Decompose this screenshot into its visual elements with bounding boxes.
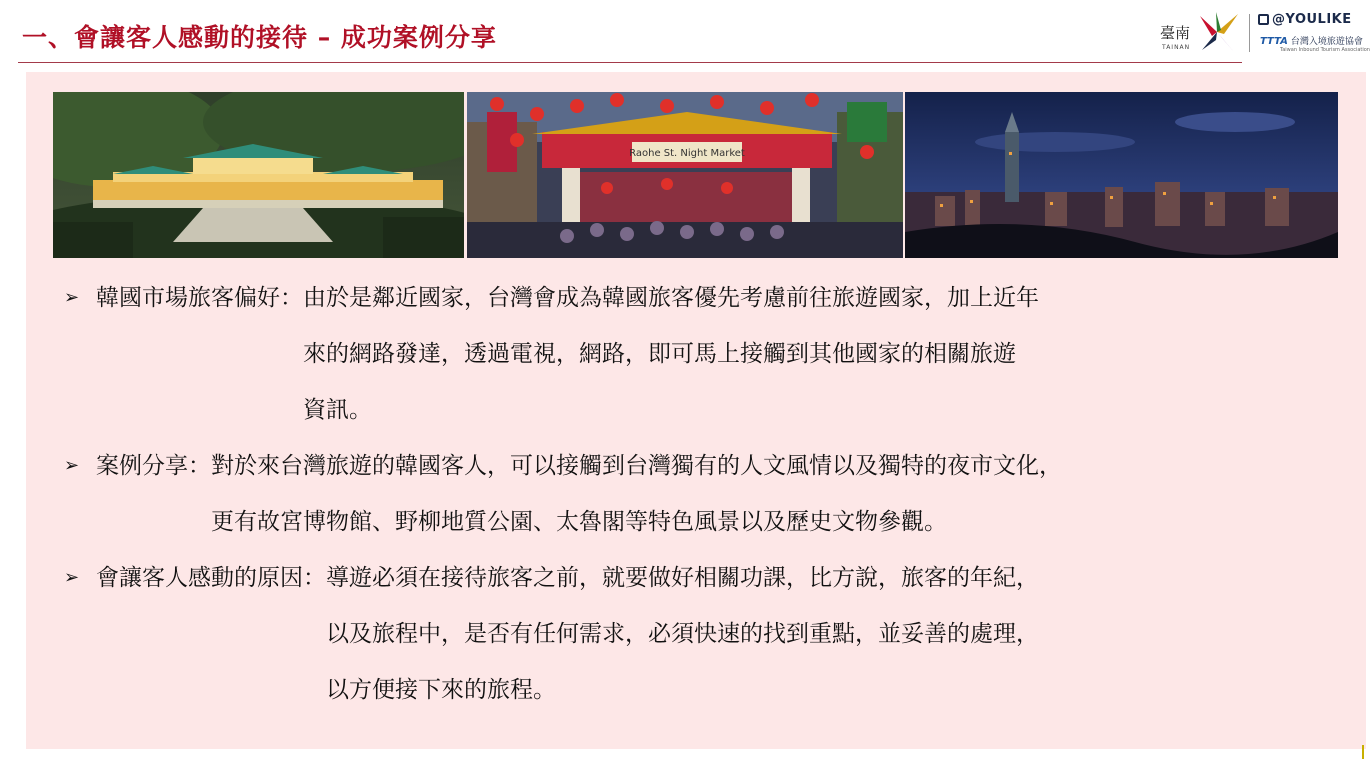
bullet-line: 以及旅程中，是否有任何需求，必須快速的找到重點，並妥善的處理， bbox=[326, 621, 1039, 647]
bullet-reasons bbox=[64, 550, 1344, 718]
ttta-mark bbox=[1260, 34, 1363, 47]
ttta-en-text: Taiwan Inbound Tourism Association bbox=[1280, 47, 1370, 53]
bullet-korea-preference bbox=[64, 270, 1344, 438]
arrow-icon: ➢ bbox=[64, 287, 80, 308]
night-market-sign: Raohe St. Night Market bbox=[629, 148, 745, 159]
tainan-emblem-icon bbox=[1194, 10, 1240, 56]
youlike-logo bbox=[1258, 12, 1352, 27]
logo-divider bbox=[1249, 14, 1250, 52]
bullet-body bbox=[303, 270, 1344, 438]
ttta-cn-text: 台灣入境旅遊協會 bbox=[1290, 37, 1363, 47]
arrow-icon: ➢ bbox=[64, 567, 80, 588]
bullet-label: 案例分享： bbox=[96, 453, 211, 479]
youlike-text: @YOULIKE bbox=[1272, 12, 1352, 27]
bullet-line: 對於來台灣旅遊的韓國客人，可以接觸到台灣獨有的人文風情以及獨特的夜市文化， bbox=[211, 453, 1062, 479]
ttta-text: TTTA bbox=[1260, 36, 1288, 47]
bullet-line: 以方便接下來的旅程。 bbox=[326, 677, 556, 703]
bullet-case-study bbox=[64, 438, 1344, 550]
bullet-body bbox=[326, 550, 1344, 718]
bullet-line: 資訊。 bbox=[303, 397, 372, 423]
ttta-logo bbox=[1258, 12, 1370, 54]
bullet-label: 韓國市場旅客偏好： bbox=[96, 285, 303, 311]
arrow-icon: ➢ bbox=[64, 455, 80, 476]
tainan-logo-sub: TAINAN bbox=[1162, 44, 1191, 51]
bullet-list bbox=[64, 270, 1344, 718]
bullet-line: 來的網路發達，透過電視，網路，即可馬上接觸到其他國家的相關旅遊 bbox=[303, 341, 1016, 367]
palace-museum-photo bbox=[53, 92, 464, 258]
bullet-line: 導遊必須在接待旅客之前，就要做好相關功課，比方說，旅客的年紀， bbox=[326, 565, 1039, 591]
bullet-line: 由於是鄰近國家，台灣會成為韓國旅客優先考慮前往旅遊國家，加上近年 bbox=[303, 285, 1039, 311]
bullet-body bbox=[211, 438, 1344, 550]
bullet-label: 會讓客人感動的原因： bbox=[96, 565, 326, 591]
night-market-photo bbox=[467, 92, 903, 258]
tainan-logo-text: 臺南 bbox=[1160, 24, 1191, 42]
page-corner-mark bbox=[1362, 745, 1370, 759]
tainan-logo bbox=[1160, 10, 1240, 56]
title-divider bbox=[18, 62, 1242, 63]
taipei-skyline-photo bbox=[905, 92, 1338, 258]
slide-title: 一、會讓客人感動的接待 – 成功案例分享 bbox=[22, 23, 497, 52]
bullet-line: 更有故宮博物館、野柳地質公園、太魯閣等特色風景以及歷史文物參觀。 bbox=[211, 509, 947, 535]
youlike-icon bbox=[1258, 14, 1269, 25]
